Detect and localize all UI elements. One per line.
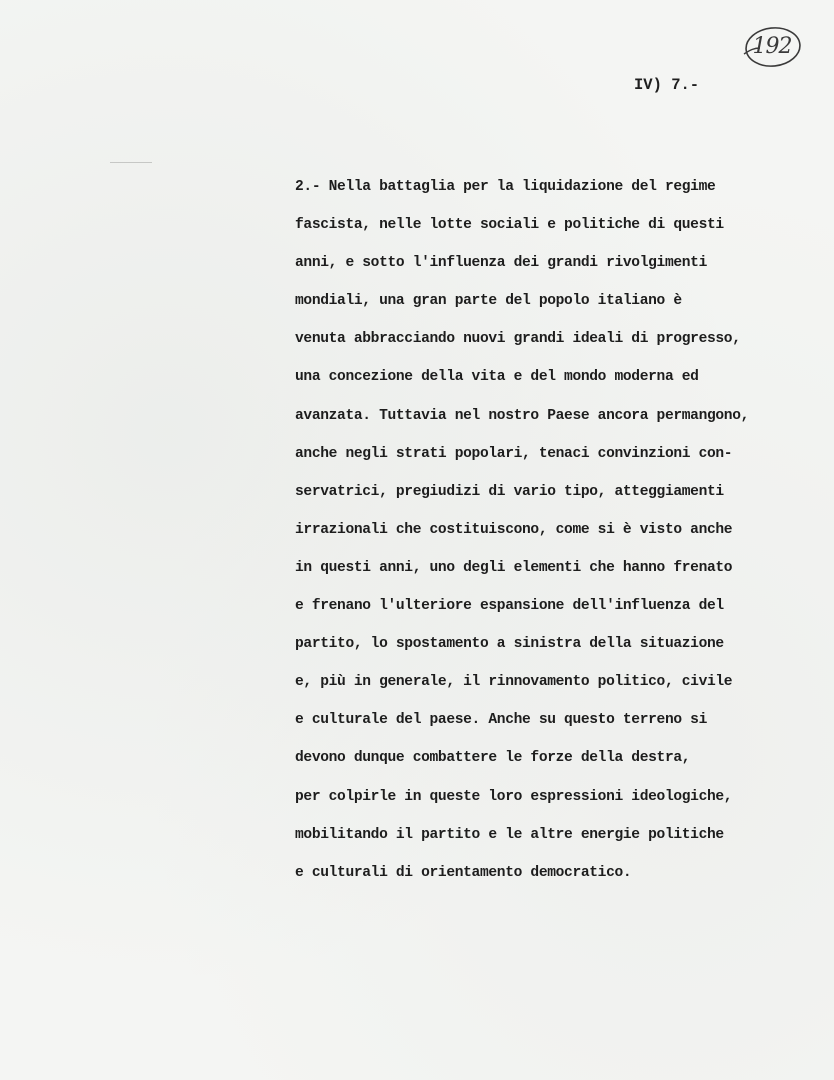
text-line: anche negli strati popolari, tenaci convinzioni con-: [295, 445, 733, 462]
text-line: per colpirle in queste loro espressioni ideologiche,: [295, 788, 733, 805]
text-line: fascista, nelle lotte sociali e politiche di questi: [295, 217, 724, 234]
text-line: avanzata. Tuttavia nel nostro Paese ancora permangono,: [295, 407, 750, 424]
page-number: 192: [752, 34, 792, 59]
text-line: e, più in generale, il rinnovamento politico, civile: [295, 674, 733, 691]
text-line: e culturale del paese. Anche su questo terreno si: [295, 712, 707, 729]
text-line: servatrici, pregiudizi di vario tipo, atteggiamenti: [295, 483, 724, 500]
typewritten-paragraph: [295, 176, 830, 900]
text-line: e culturali di orientamento democratico.: [295, 864, 632, 881]
text-line: devono dunque combattere le forze della destra,: [295, 750, 691, 767]
margin-mark: [110, 162, 152, 163]
section-page-ref: IV) 7.-: [634, 76, 700, 94]
text-line: una concezione della vita e del mondo moderna ed: [295, 369, 699, 386]
text-line: in questi anni, uno degli elementi che hanno frenato: [295, 559, 733, 576]
text-line: mondiali, una gran parte del popolo italiano è: [295, 293, 682, 310]
text-line: mobilitando il partito e le altre energie politiche: [295, 826, 724, 843]
text-line: irrazionali che costituiscono, come si è visto anche: [295, 521, 733, 538]
text-line: e frenano l'ulteriore espansione dell'influenza del: [295, 598, 724, 615]
text-line: partito, lo spostamento a sinistra della situazione: [295, 636, 724, 653]
handwritten-page-number-stamp: [740, 24, 804, 70]
text-line: venuta abbracciando nuovi grandi ideali di progresso,: [295, 331, 741, 348]
text-line: anni, e sotto l'influenza dei grandi rivolgimenti: [295, 255, 707, 272]
text-line: 2.- Nella battaglia per la liquidazione del regime: [295, 179, 716, 195]
